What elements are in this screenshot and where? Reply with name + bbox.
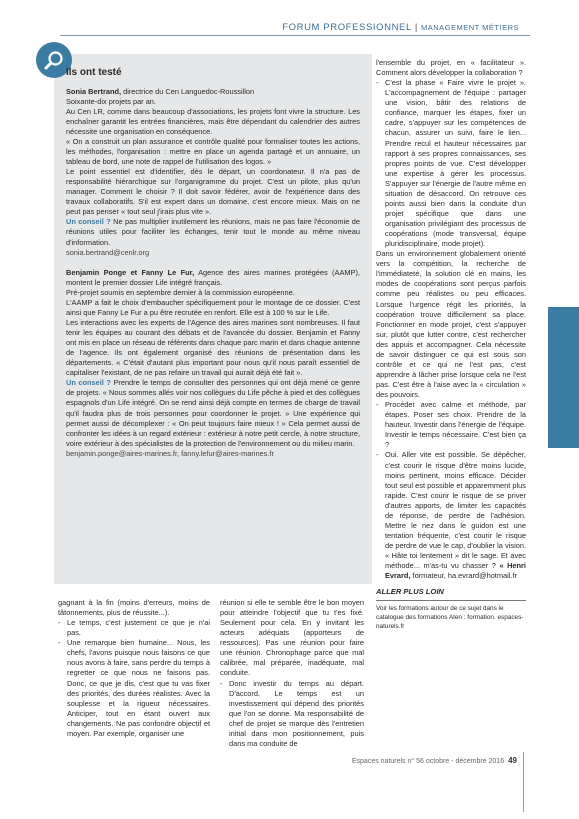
header-section: MANAGEMENT MÉTIERS — [420, 23, 519, 32]
tip-label: Un conseil ? — [66, 217, 111, 227]
testimonial-1-line: Le point essentiel est d'identifier, dès le départ, un coordonateur. Il n'a pas de responsabilité hiérarchique sur l'organigramme du projet. C'est un pilote, plus qu'un manager. Comment le choisir ? Il doit savoir fédérer, avoir de l'expérience dans des travaux collaboratifs. S'il est expert dans un domaine, c'est encore mieux. Mais on ne peut pas penser « tout seul j'irais plus vite ». — [66, 167, 360, 217]
testimonial-2-line: L'AAMP a fait le choix d'embaucher spécifiquement pour le montage de ce dossier. C'est ainsi que Fanny Le Fur a pu être recrutée en renfort. Elle est à 100 % sur le Life. — [66, 297, 360, 317]
testimonial-2-line: Pré-projet soumis en septembre dernier à la commission européenne. — [66, 287, 295, 297]
dialogue-list — [58, 618, 210, 739]
testimonial-1-tip — [66, 217, 360, 247]
page-number: 49 — [508, 756, 517, 765]
dialogue-item: - Le temps, c'est justement ce que je n'ai pas. — [58, 618, 210, 638]
paragraph: l'ensemble du projet, en « facilitateur ». Comment alors développer la collaboration ? — [376, 58, 526, 78]
dialogue-text: Oui. Aller vite est possible. Se dépêcher, c'est courir le risque d'être moins lucide, moins pertinent, moins efficace. Décider tout seul est possible et apparemment plus rapide. C'est courir le risque de se priver d'autres apports, de limiter les capacités de réponse, de perdre de l'adhésion. Mettre le nez dans le guidon est une tentation fréquente, c'est courir le risque de perdre de vue le cap, d'oublier la vision. « Hâte toi lentement » dit le sage. Et avec méthode... m'as-tu vu chasser ? — [385, 450, 526, 571]
testimonial-2-header — [66, 268, 360, 288]
testimonial-2-role: Agence des aires marines protégées (AAMP), montent le premier dossier Life intégré français. — [66, 267, 360, 287]
section-tab — [548, 307, 579, 448]
paragraph: gagnant à la fin (moins d'erreurs, moins de tâtonnements, plus de réussite...). — [58, 598, 210, 618]
testimonial-content — [66, 66, 360, 459]
box-title: Ils ont testé — [66, 67, 122, 78]
dialogue-item — [376, 450, 526, 581]
testimonial-1-line: « On a construit un plan assurance et contrôle qualité pour formaliser toutes les actions, les méthodes, l'organisation : mettre en place un agenda partagé et un annuaire, un tableau de bord, une note de rappel de l'utilisation des logos. » — [66, 136, 360, 167]
tip-text: Prendre le temps de consulter des personnes qui ont déjà mené ce genre de projets. « Nous sommes allés voir nos collègues du Life pêche à pied et des collègues espagnols d'un Life intégré. On se rend ainsi déjà compte en termes de charge de travail qu'il faudra plus de trois personnes pour coordonner le projet. » Une expérience qui permet aussi de décomplexer : « On peut toujours faire mieux ! » Cela permet aussi de confronter les idées à un regard extérieur : extérieur à notre petit cercle, à notre structure, voire extérieur à des spécialistes de la protection de l'environnement ou du milieu marin. — [66, 378, 360, 448]
running-header — [282, 22, 519, 33]
testimonial-2-email[interactable]: benjamin.ponge@aires-marines.fr, fanny.lefur@aires-marines.fr — [66, 448, 274, 458]
testimonial-1-header — [66, 87, 360, 97]
dialogue-item: - Une remarque bien humaine... Nous, les chefs, l'avons puisque nous faisons ce que nous avons à faire, sans perdre du temps à regretter ce que nous ne faisons pas. Donc, ce que je dis, c'est que tu vas fixer des priorités, des durées réalistes. Avec la souplesse et la rigueur nécessaires. Anticiper, tout en étant ouvert aux changements. Ne pas confondre objectif et moyen. Par exemple, organiser une — [58, 638, 210, 739]
testimonial-1-role: directrice du Cen Languedoc-Roussillon — [121, 86, 255, 96]
article-column-left — [58, 598, 210, 739]
testimonial-1-line: Au Cen LR, comme dans beaucoup d'associations, les projets font vivre la structure. Les enchaîner garantit les entrées financières, mais être dépendant du calendrier des autres nécessite une organisation en conséquence. — [66, 106, 360, 136]
header-forum: FORUM PROFESSIONNEL — [282, 22, 412, 33]
further-reading-title: ALLER PLUS LOIN — [376, 587, 526, 600]
testimonial-2-tip — [66, 378, 360, 448]
dialogue-item: - Procéder avec calme et méthode, par étapes. Poser ses choix. Prendre de la hauteur. Investir dans l'énergie de l'équipe. Investir le temps nécessaire. C'est bien ça ? — [376, 400, 526, 450]
header-rule — [60, 35, 530, 36]
article-column-middle — [220, 598, 364, 749]
signature-name: « Henri Evrard, — [385, 561, 526, 581]
testimonial-2-name: Benjamin Ponge et Fanny Le Fur, — [66, 267, 195, 277]
article-column-right — [376, 58, 526, 631]
dialogue-list — [376, 78, 526, 249]
dialogue-list — [376, 400, 526, 581]
dialogue-item: - Donc investir du temps au départ. D'accord. Le temps est un investissement qui dépend des priorités que l'on se donne. Ma responsabilité de chef de projet se marque dès l'entretien initial dans mon positionnement, puis dans ma conduite de — [220, 679, 364, 749]
paragraph: réunion si elle te semble être le bon moyen pour atteindre l'objectif que tu t'es fixé. Seulement pour cela. En y invitant les acteurs adéquats (apporteurs de ressources). Pas une réunion pour faire une réunion. Chronophage parce que mal calibrée, mal préparée, inadéquate, mal conduite. — [220, 598, 364, 678]
testimonial-1-name: Sonia Bertrand, — [66, 86, 122, 96]
dialogue-item: - C'est la phase « Faire vivre le projet ». L'accompagnement de l'équipe : partager une vision, bâtir des relations de confiance, marquer les étapes, fixer un cadre, s'appuyer sur les compétences de chacun, assurer un suivi, faire le lien... Prendre recul et hauteur nécessaires par rapport à ses propres connaissances, ses propres points de vue. C'est développer une expertise à gérer les processus. S'appuyer sur l'énergie de l'autre même en situation de désaccord. On retrouve ces points aussi bien dans la conduite d'un projet spécifique que dans une organisation privilégiant des processus de coopérations (mode transversal, équipe pluridisciplinaire, mode projet). — [376, 78, 526, 249]
page-footer — [352, 756, 517, 765]
footer-publication: Espaces naturels n° 56 octobre - décembre 2016 — [351, 758, 505, 765]
testimonial-1-email[interactable]: sonia.bertrand@cenlr.org — [66, 247, 150, 257]
testimonial-1-line: Soixante-dix projets par an. — [66, 96, 156, 106]
testimonial-2-line: Les interactions avec les experts de l'Agence des aires marines sont nombreuses. Il faut tenir les équipes au courant des débats et de l'avancée du dossier. Benjamin et Fanny ont mis en place un réseau de référents dans chaque parc marin et dans chaque antenne de l'agence. Ils ont également organisé des réunions de présentation dans les départements. « C'était d'autant plus important pour nous qu'il nous paraît essentiel de capitaliser l'existant, de ne pas refaire un travail qui aurait déjà été fait ». — [66, 317, 360, 378]
header-separator: | — [414, 22, 418, 33]
tip-text: Ne pas multiplier inutilement les réunions, mais ne pas faire l'économie de réunions utiles pour faciliter les échanges, tenir tout le monde au même niveau d'information. — [66, 217, 360, 247]
footer-rule — [523, 752, 524, 812]
signature-role: formateur, ha.evrard@hotmail.fr — [410, 571, 517, 581]
paragraph: Dans un environnement globalement orienté vers la compétition, la recherche de l'immédiateté, la solution clé en mains, les modes de coopérations sont perçus parfois comme peu réalistes ou peu efficaces. Lorsque l'urgence régit les priorités, la coopération trouve difficilement sa place. Fonctionner en mode projet, c'est s'appuyer sur, plutôt que lutter contre, c'est rechercher des appuis et accompagner. Cela nécessite de savoir distinguer ce qui est sous son contrôle et ce qui ne l'est pas, c'est apprendre à lâcher prise lorsque cela ne l'est pas. C'est être à l'aise avec la « circulation » des pouvoirs. — [376, 249, 526, 400]
tip-label: Un conseil ? — [66, 378, 111, 388]
further-reading-text[interactable]: Voir les formations autour de ce sujet dans le catalogue des formations Aten : formation. espaces-naturels.fr — [376, 604, 524, 631]
dialogue-list — [220, 679, 364, 749]
